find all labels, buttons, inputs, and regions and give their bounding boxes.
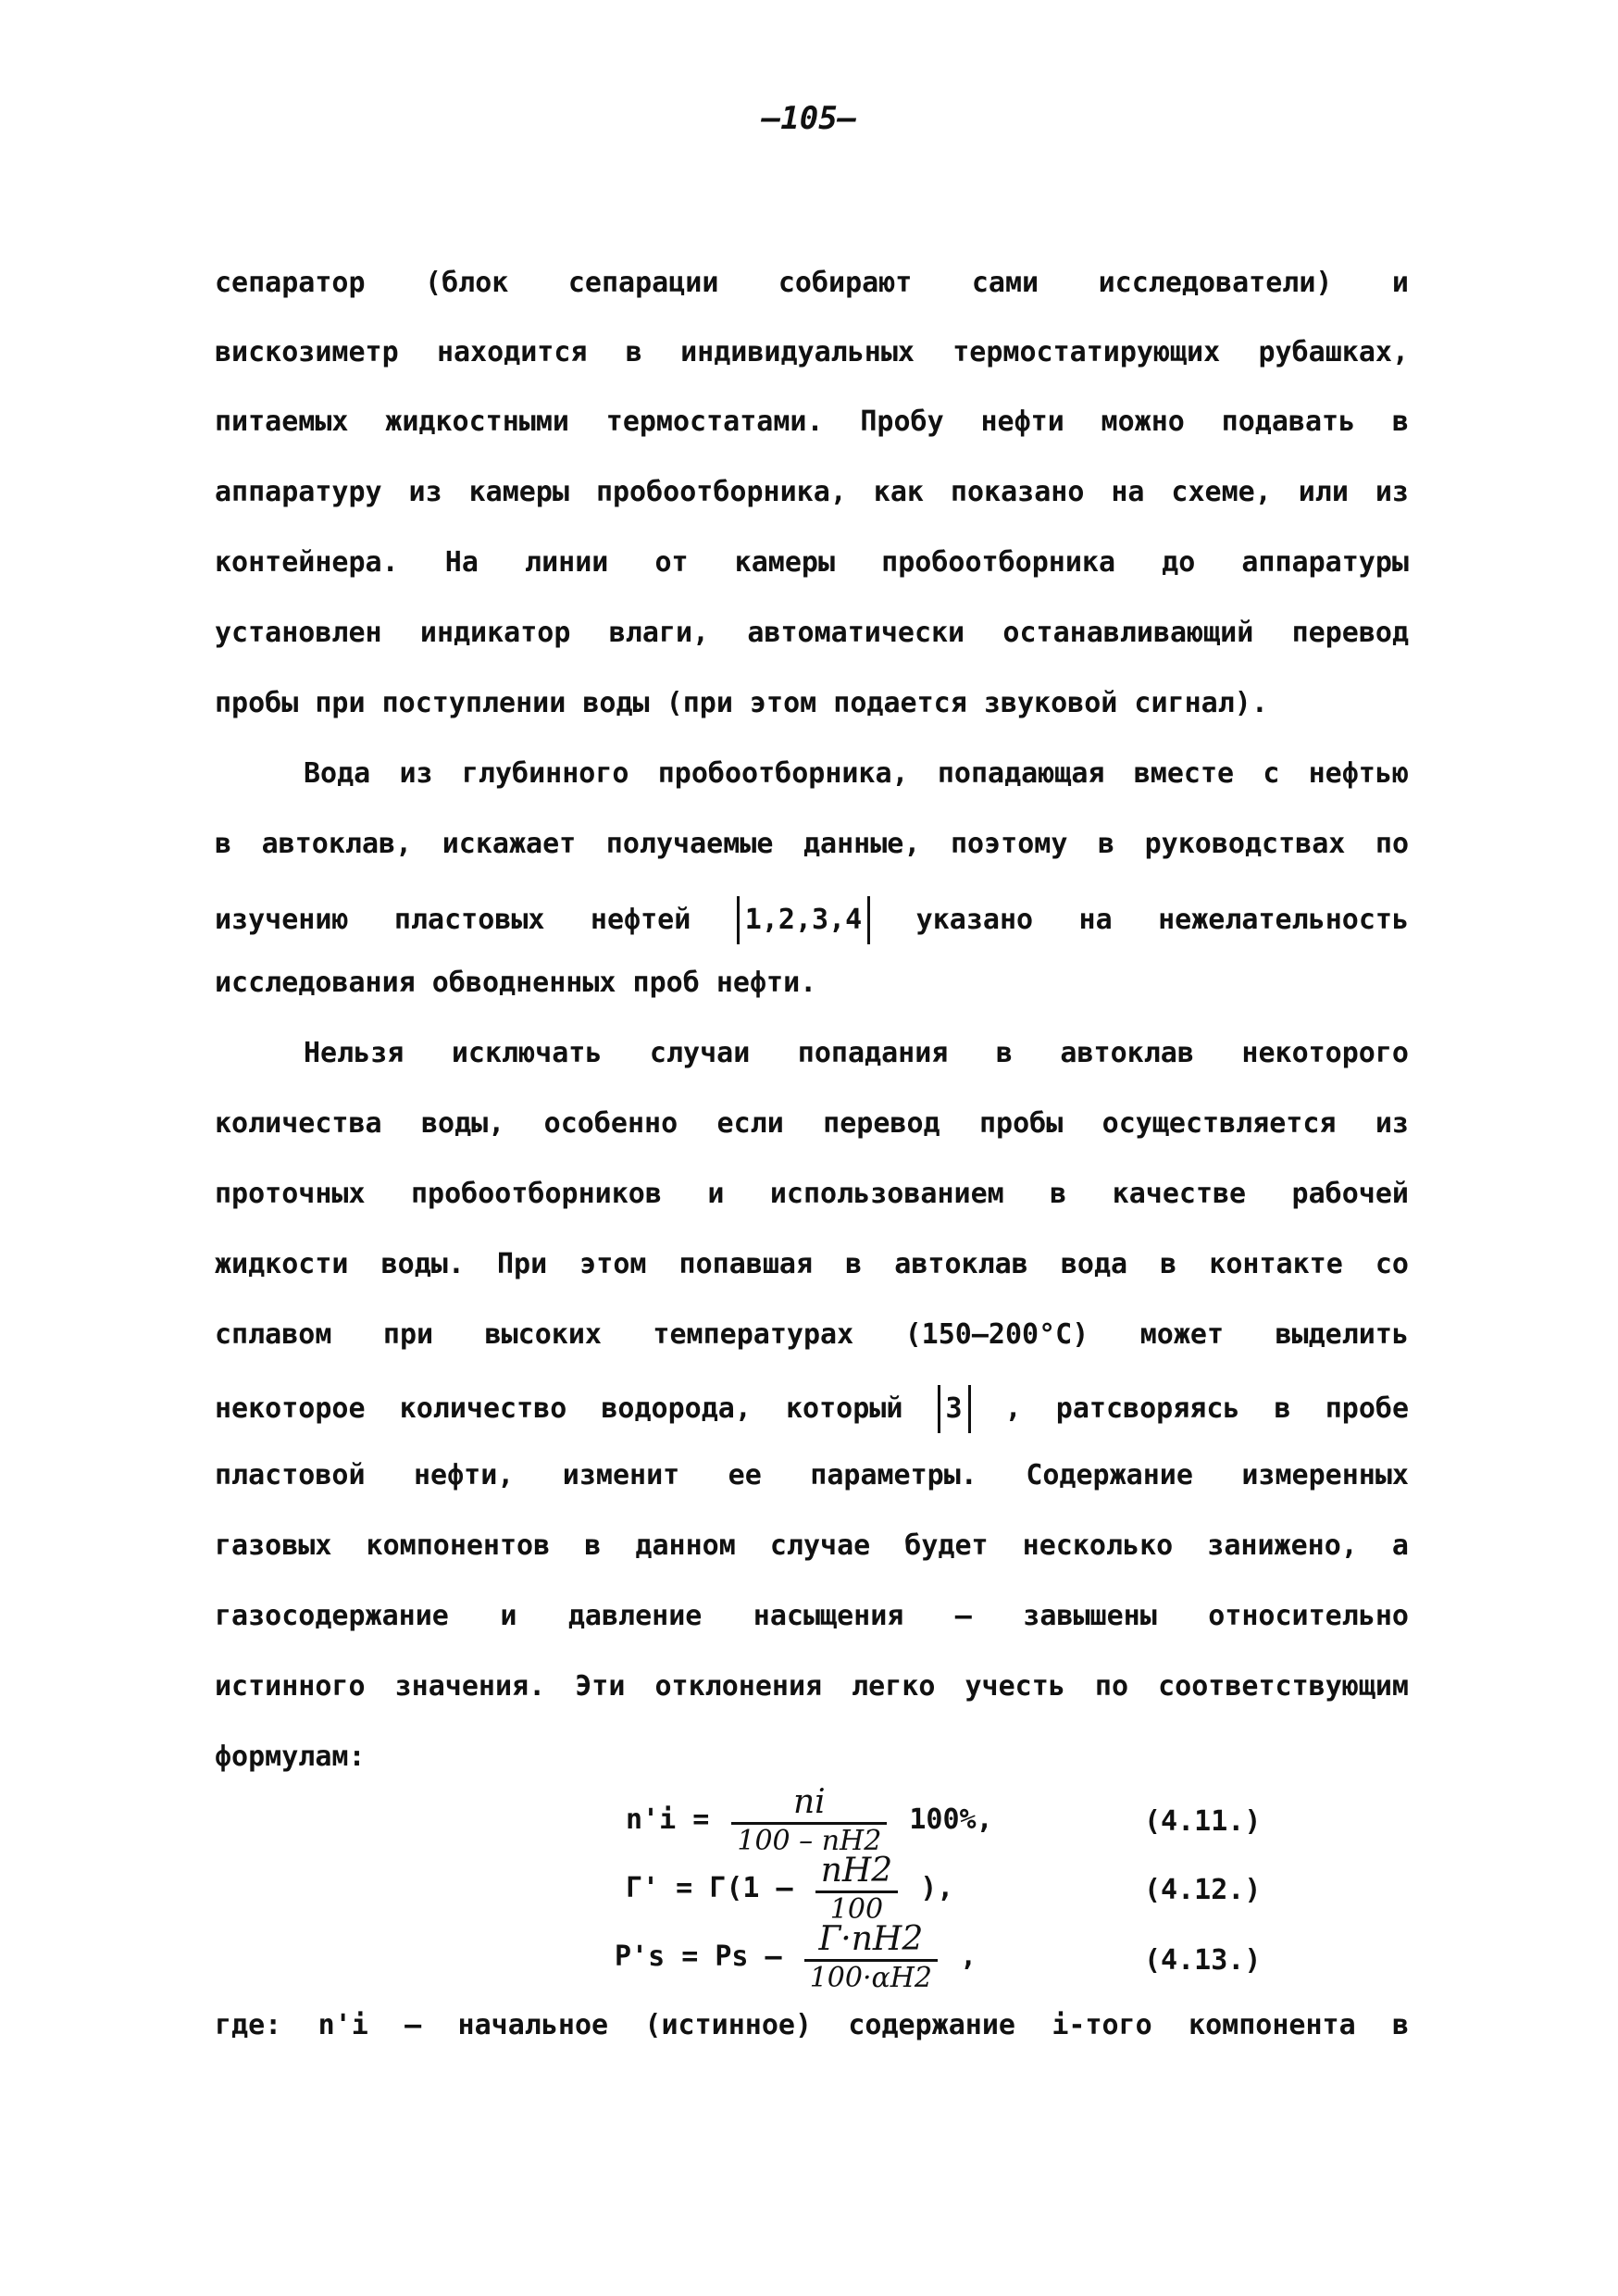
where-label: где: — [215, 2009, 282, 2041]
text-line: исследования обводненных проб нефти. — [215, 967, 817, 999]
text-line: питаемых жидкостными термостатами. Пробу нефти можно подавать в — [215, 406, 1409, 438]
fraction-numerator: nH2 — [815, 1852, 898, 1893]
where-line — [215, 2007, 1409, 2044]
text-fragment: изучению пластовых нефтей — [215, 904, 691, 936]
text-line: вискозиметр находится в индивидуальных термостатирующих рубашках, — [215, 336, 1409, 368]
text-line — [215, 1383, 1409, 1435]
equation-fraction — [804, 1920, 938, 1995]
text-line — [215, 894, 1409, 946]
text-line: аппаратуру из камеры пробоотборника, как показано на схеме, или из — [215, 476, 1409, 508]
equation-number: (4.11.) — [1144, 1805, 1262, 1838]
text-line: установлен индикатор влаги, автоматически останавливающий перевод — [215, 617, 1409, 649]
page-number: –105– — [761, 100, 857, 137]
text-line: контейнера. На линии от камеры пробоотборника до аппаратуры — [215, 546, 1409, 579]
equation-4-13 — [615, 1920, 977, 1995]
where-symbol: n'i – — [317, 2009, 422, 2041]
equation-rhs: 100%, — [909, 1803, 993, 1836]
equation-number: (4.12.) — [1144, 1874, 1262, 1906]
fraction-numerator: Г·nH2 — [804, 1920, 938, 1962]
text-line: в автоклав, искажает получаемые данные, поэтому в руководствах по — [215, 828, 1409, 860]
fraction-denominator: 100 – nH2 — [737, 1825, 882, 1857]
text-fragment: некоторое количество водорода, который — [215, 1392, 903, 1425]
text-line: сплавом при высоких температурах (150–200°С) может выделить — [215, 1318, 1409, 1351]
equation-lhs: P's = Ps – — [615, 1940, 782, 1973]
text-line: газовых компонентов в данном случае будет несколько занижено, а — [215, 1529, 1409, 1562]
text-line: формулам: — [215, 1741, 366, 1773]
equation-number: (4.13.) — [1144, 1944, 1262, 1977]
citation-reference: 1,2,3,4 — [737, 896, 870, 944]
equation-lhs: Г' = Г(1 – — [626, 1872, 793, 1904]
fraction-denominator: 100·αH2 — [809, 1962, 932, 1994]
equation-4-11 — [626, 1783, 993, 1858]
where-text: начальное (истинное) содержание i-того компонента в — [457, 2009, 1409, 2041]
text-line: газосодержание и давление насыщения – завышены относительно — [215, 1600, 1409, 1632]
fraction-denominator: 100 — [829, 1893, 884, 1926]
equation-fraction — [731, 1783, 887, 1858]
text-line: проточных пробоотборников и использованием в качестве рабочей — [215, 1178, 1409, 1210]
equation-rhs: ), — [920, 1872, 954, 1904]
text-line: количества воды, особенно если перевод пробы осуществляется из — [215, 1107, 1409, 1140]
text-fragment: указано на нежелательность — [915, 904, 1409, 936]
equation-fraction — [815, 1852, 898, 1927]
text-line: пробы при поступлении воды (при этом подается звуковой сигнал). — [215, 687, 1268, 719]
text-line: сепаратор (блок сепарации собирают сами исследователи) и — [215, 267, 1409, 299]
text-line: пластовой нефти, изменит ее параметры. Содержание измеренных — [215, 1459, 1409, 1491]
text-fragment: , ратсворяясь в пробе — [1004, 1392, 1409, 1425]
text-line: жидкости воды. При этом попавшая в автоклав вода в контакте со — [215, 1248, 1409, 1280]
text-line: Нельзя исключать случаи попадания в автоклав некоторого — [304, 1037, 1409, 1069]
text-line: Вода из глубинного пробоотборника, попадающая вместе с нефтью — [304, 757, 1409, 790]
fraction-numerator: ni — [731, 1783, 887, 1825]
citation-reference: 3 — [938, 1385, 971, 1433]
text-line: истинного значения. Эти отклонения легко учесть по соответствующим — [215, 1670, 1409, 1703]
equation-rhs: , — [960, 1940, 977, 1973]
equation-4-12 — [626, 1852, 953, 1927]
equation-lhs: n'i = — [626, 1803, 710, 1836]
